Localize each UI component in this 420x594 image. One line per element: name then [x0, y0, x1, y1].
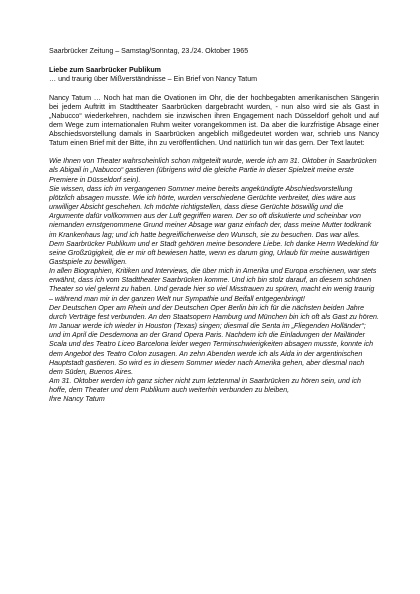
letter-paragraph: Dem Saarbrücker Publikum und er Stadt gehören meine besondere Liebe. Ich danke Herrn Wedekind für seine Großzügigkeit, die er mir oft bewiesen hatte, wenn es darum ging, Urlaub für meine auswärtigen Gastspiele zu bewilligen.	[49, 239, 379, 266]
letter-paragraph: Wie Ihnen von Theater wahrscheinlich schon mitgeteilt wurde, werde ich am 31. Oktober in Saarbrücken als Abigail in „Nabucco“ gastieren (übrigens wird die gleiche Partie in dieser Spielzeit meine erste Premiere in Düsseldorf sein).	[49, 157, 377, 184]
letter-body	[49, 157, 379, 404]
letter-paragraph: Der Deutschen Oper am Rhein und der Deutschen Oper Berlin bin ich für die nächsten beiden Jahre durch Verträge fest verbunden. An den Staatsopern Hamburg und München bin ich oft als Gast zu hören. Im Januar werde ich wieder in Houston (Texas) singen; diesmal die Senta im „Fliegenden Holländer“; und im April die Desdemona an der Grand Opera Paris. Nachdem ich die Einladungen der Mailänder Scala und des Teatro Liceo Barcelona leider wegen Terminschwierigkeiten absagen musste, konnte ich dem Angebot des Teatro Colon zusagen. An zehn Abenden werde ich als Aida in der argentinischen Hauptstadt gastieren. So wird es in diesem Sommer wieder nach Amerika gehen, aber diesmal nach dem Süden, Buenos Aires.	[49, 303, 379, 376]
article-headline: Liebe zum Saarbrücker Publikum	[49, 66, 161, 74]
letter-paragraph: Am 31. Oktober werden ich ganz sicher nicht zum letztenmal in Saarbrücken zu hören sein, und ich hoffe, dem Theater und dem Publikum auch weiterhin verbunden zu bleiben,	[49, 377, 361, 395]
article-page	[49, 47, 379, 405]
article-subheadline: … und traurig über Mißverständnisse – Ein Brief von Nancy Tatum	[49, 75, 258, 83]
letter-paragraph: Sie wissen, dass ich im vergangenen Sommer meine bereits angekündigte Abschiedsvorstellung plötzlich absagen musste. Wie ich hörte, wurden verschiedene Gerüchte verbreitet, dies wäre aus unwilliger Absicht geschehen. Ich möchte richtigstellen, dass diese Gerüchte böswillig und die Argumente dafür vollkommen aus der Luft gegriffen waren. Der so oft diskutierte und scheinbar von niemanden ernstgenommene Grund meiner Absage war ganz einfach der, dass meine Mutter todkrank im Krankenhaus lag; und ich hatte begreiflicherweise den Wunsch, sie zu besuchen. Das war alles.	[49, 184, 372, 239]
newspaper-source-line: Saarbrücker Zeitung – Samstag/Sonntag, 23./24. Oktober 1965	[49, 47, 249, 55]
letter-paragraph: In allen Biographien, Kritiken und Interviews, die über mich in Amerika und Europa erschienen, war stets erwähnt, dass ich vom Stadttheater Saarbrücken komme. Und ich bin stolz darauf, an diesem schönen Theater so viel gelernt zu haben. Und gerade hier so viel Misstrauen zu spüren, macht ein wenig traurig – während man mir in der ganzen Welt nur Sympathie und Beifall entgegenbringt!	[49, 267, 377, 303]
article-intro: Nancy Tatum … Noch hat man die Ovationen im Ohr, die der hochbegabten amerikanischen Sängerin bei jedem Auftritt im Stadttheater Saarbrücken dargebracht wurden, - nun also wird sie als Gast in „Nabucco“ wiederkehren, nachdem sie inzwischen ihren Engagement nach Düsseldorf geholt und auf dem Wege zum internationalen Ruhm weiter vorangekommen ist. Da aber die kurzfristige Absage einer Abschiedsvorstellung damals in Saarbrücken angeblich mißgedeutet worden war, schrieb uns Nancy Tatum einen Brief mit der Bitte, ihn zu veröffentlichen. Und natürlich tun wir das gern. Der Text lautet:	[49, 94, 379, 148]
letter-signature: Ihre Nancy Tatum	[49, 395, 105, 404]
